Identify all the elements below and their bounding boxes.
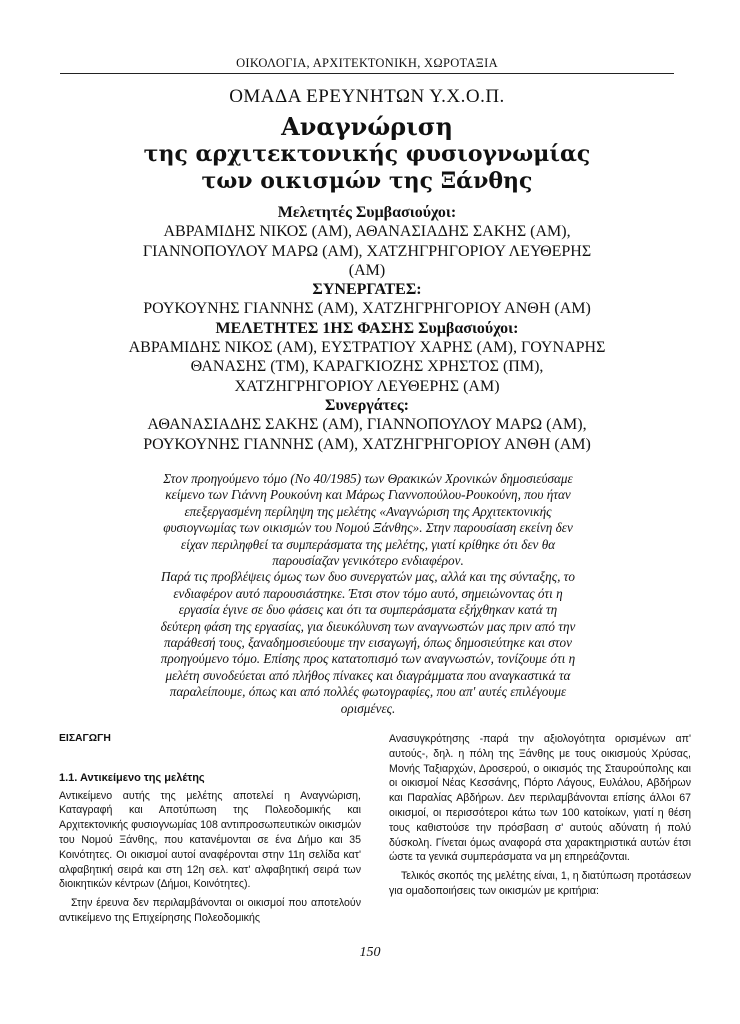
intro-line: παρουσίαζαν γενικότερο ενδιαφέρον.	[272, 553, 464, 569]
subsection-title: 1.1. Αντικείμενο της μελέτης	[59, 771, 205, 784]
right-column	[389, 732, 691, 899]
header-rule	[60, 73, 674, 74]
editorial-intro	[112, 471, 624, 717]
intro-line: επεξεργασμένη περίληψη της μελέτης «Αναγνώριση της Αρχιτεκτονικής	[184, 503, 552, 519]
intro-line: φυσιογνωμίας των οικισμών του Νομού Ξάνθης». Στην παρουσίαση εκείνη δεν	[163, 520, 573, 536]
article-title-line-1: Αναγνώριση	[281, 112, 453, 141]
intro-line: Παρά τις προβλέψεις όμως των δυο συνεργατών μας, αλλά και της σύνταξης, το	[161, 569, 575, 585]
credits-line: ΡΟΥΚΟΥΝΗΣ ΓΙΑΝΝΗΣ (ΑΜ), ΧΑΤΖΗΓΡΗΓΟΡΙΟΥ ΑΝΘΗ (ΑΜ)	[143, 435, 591, 453]
intro-line: είχαν περιληφθεί τα συμπεράσματα της μελέτης, γιατί κρίθηκε ότι δεν θα	[180, 536, 556, 552]
running-head: ΟΙΚΟΛΟΓΙΑ, ΑΡΧΙΤΕΚΤΟΝΙΚΗ, ΧΩΡΟΤΑΞΙΑ	[236, 56, 498, 70]
intro-line: παράθεσή τους, ξαναδημοσιεύουμε την εισαγωγή, όπως δημοσιεύτηκε και στον	[164, 635, 572, 651]
credits-block	[60, 203, 674, 454]
credits-heading: Μελετητές Συμβασιούχοι:	[277, 204, 457, 221]
left-column	[59, 732, 361, 926]
credits-heading: ΣΥΝΕΡΓΑΤΕΣ:	[312, 281, 422, 299]
section-title: ΕΙΣΑΓΩΓΗ	[59, 733, 111, 744]
credits-heading: ΜΕΛΕΤΗΤΕΣ 1ΗΣ ΦΑΣΗΣ Συμβασιούχοι:	[215, 319, 519, 337]
intro-line: προηγούμενο τόμο. Επίσης προς κατατοπισμό των αναγνωστών, τονίζουμε ότι η	[160, 651, 576, 667]
intro-line: μελέτη συνοδεύεται από πλήθος πίνακες και διαγράμματα που αναγκαστικά τα	[165, 667, 571, 683]
credits-line: ΑΒΡΑΜΙΔΗΣ ΝΙΚΟΣ (ΑΜ), ΑΘΑΝΑΣΙΑΔΗΣ ΣΑΚΗΣ (ΑΜ),	[163, 223, 571, 241]
intro-line: παραλείπουμε, όπως και από πολλές φωτογραφίες, που απ' αυτές επιλέγουμε	[169, 684, 567, 700]
intro-line: δεύτερη φάση της εργασίας, για διευκόλυνση των αναγνωστών μας πριν από την	[160, 618, 576, 634]
credits-line: (ΑΜ)	[348, 261, 386, 279]
article-title-line-3: των οικισμών της Ξάνθης	[201, 168, 533, 194]
credits-line: ΑΒΡΑΜΙΔΗΣ ΝΙΚΟΣ (ΑΜ), ΕΥΣΤΡΑΤΙΟΥ ΧΑΡΗΣ (ΑΜ), ΓΟΥΝΑΡΗΣ	[128, 339, 606, 357]
credits-line: ΑΘΑΝΑΣΙΑΔΗΣ ΣΑΚΗΣ (ΑΜ), ΓΙΑΝΝΟΠΟΥΛΟΥ ΜΑΡΩ (ΑΜ),	[147, 416, 587, 434]
article-title-line-2: της αρχιτεκτονικής φυσιογνωμίας	[143, 141, 591, 167]
intro-line: Στον προηγούμενο τόμο (Νο 40/1985) των Θρακικών Χρονικών δημοσιεύσαμε	[163, 471, 573, 486]
body-paragraph: Τελικός σκοπός της μελέτης είναι, 1, η διατύπωση προτάσεων για ομαδοποιήσεις των οικισμών με κριτήρια:	[389, 870, 691, 897]
intro-line: κείμενο των Γιάννη Ρουκούνη και Μάρως Γιαννοπούλου-Ρουκούνη, που ήταν	[165, 487, 571, 503]
page-number: 150	[359, 945, 381, 960]
body-paragraph: Ανασυγκρότησης -παρά την αξιολογότητα ορισμένων απ' αυτούς-, δηλ. η πόλη της Ξάνθης με τους οικισμούς Χρύσας, Μονής Ταξιαρχών, Δροσερού, ο οικισμός της Σταυρούπολης και οι οικισμοί Νέας Κεσσάνης, Πόρτο Λάγους, Ευλάλου, Αβδήρων και Παραλίας Αβδήρων. Δεν περιλαμβάνονται επίσης άλλοι 67 οικισμοί, οι περισσότεροι κάτω των 100 κατοίκων, γιατί η θέση τους καθιστούσε την πρόσβαση σ' αυτούς αδύνατη ή πολύ δύσκολη. Γίνεται όμως αναφορά στα χαρακτηριστικά αυτών έτσι ώστε τα γενικά συμπεράσματα να μη επηρεάζονται.	[389, 733, 691, 864]
body-paragraph: Αντικείμενο αυτής της μελέτης αποτελεί η Αναγνώριση, Καταγραφή και Αποτύπωση της Πολεοδομικής και Αρχιτεκτονικής φυσιογνωμίας 108 αντιπροσωπευτικών οικισμών του Νομού Ξάνθης, που κατανέμονται σε ένα Δήμο και 35 Κοινότητες. Οι οικισμοί αυτοί αναφέρονται στην 11η σελίδα κατ' αλφαβητική σειρά και στη 12η σελ. κατ' αλφαβητική σειρά των διοικητικών κέντρων (Δήμοι, Κοινότητες).	[59, 789, 361, 891]
research-group: ΟΜΑΔΑ ΕΡΕΥΝΗΤΩΝ Υ.Χ.Ο.Π.	[229, 86, 505, 107]
body-paragraph: Στην έρευνα δεν περιλαμβάνονται οι οικισμοί που αποτελούν αντικείμενο της Επιχείρησης Πολεοδομικής	[59, 897, 361, 924]
credits-line: ΓΙΑΝΝΟΠΟΥΛΟΥ ΜΑΡΩ (ΑΜ), ΧΑΤΖΗΓΡΗΓΟΡΙΟΥ ΛΕΥΘΕΡΗΣ	[142, 242, 592, 260]
intro-line: εργασία έγινε σε δυο φάσεις και ότι τα συμπεράσματα εξήχθηκαν κατά τη	[178, 602, 558, 618]
credits-line: ΧΑΤΖΗΓΡΗΓΟΡΙΟΥ ΛΕΥΘΕΡΗΣ (ΑΜ)	[234, 377, 500, 395]
intro-line: ορισμένες.	[340, 700, 396, 716]
credits-line: ΡΟΥΚΟΥΝΗΣ ΓΙΑΝΝΗΣ (ΑΜ), ΧΑΤΖΗΓΡΗΓΟΡΙΟΥ ΑΝΘΗ (ΑΜ)	[143, 300, 591, 318]
credits-line: ΘΑΝΑΣΗΣ (ΤΜ), ΚΑΡΑΓΚΙΟΖΗΣ ΧΡΗΣΤΟΣ (ΠΜ),	[190, 358, 544, 376]
credits-heading: Συνεργάτες:	[324, 396, 409, 414]
intro-line: ενδιαφέρον αυτό παρουσιάστηκε. Έτσι στον τόμο αυτό, σημειώνοντας ότι η	[173, 585, 563, 601]
